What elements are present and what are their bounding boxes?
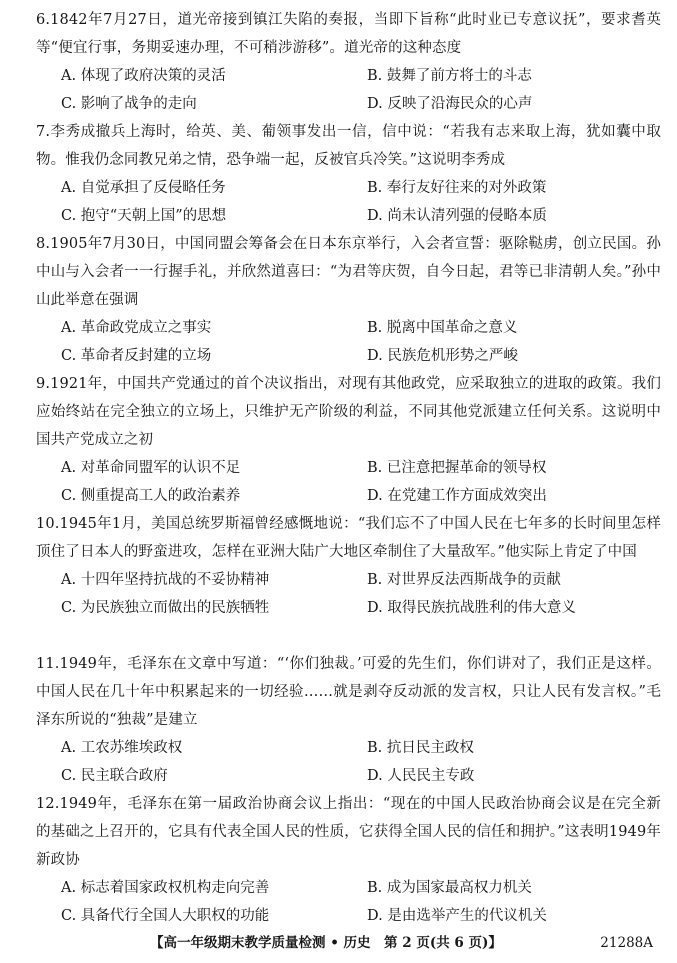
question-10 xyxy=(36,510,661,622)
question-stem: 11.1949年，毛泽东在文章中写道：“‘你们独裁。’可爱的先生们，你们讲对了，我们正是这样。中国人民在几十年中积累起来的一切经验……就是剥夺反动派的发言权，只让人民有发言权。”毛泽东所说的“独裁”是建立 xyxy=(36,656,661,728)
option-a: A. 自觉承担了反侵略任务 xyxy=(61,180,226,196)
option-a: A. 体现了政府决策的灵活 xyxy=(61,68,226,84)
option-b: B. 已注意把握革命的领导权 xyxy=(367,460,547,476)
option-c: C. 影响了战争的走向 xyxy=(61,96,197,112)
option-a: A. 革命政党成立之事实 xyxy=(61,320,212,336)
option-grid xyxy=(61,874,661,930)
option-b: B. 鼓舞了前方将士的斗志 xyxy=(367,68,532,84)
option-grid xyxy=(61,314,661,370)
option-c: C. 民主联合政府 xyxy=(61,768,168,784)
page-footer xyxy=(0,932,677,954)
option-d: D. 取得民族抗战胜利的伟大意义 xyxy=(367,600,576,616)
option-c: C. 侧重提高工人的政治素养 xyxy=(61,488,241,504)
option-b: B. 对世界反法西斯战争的贡献 xyxy=(367,572,561,588)
option-c: C. 革命者反封建的立场 xyxy=(61,348,212,364)
question-stem: 7.李秀成撤兵上海时，给英、美、葡领事发出一信，信中说：“若我有志来取上海，犹如囊中取物。惟我仍念同教兄弟之情，恐争端一起，反被官兵冷笑。”这说明李秀成 xyxy=(36,124,661,168)
question-stem: 9.1921年，中国共产党通过的首个决议指出，对现有其他政党，应采取独立的进取的政策。我们应始终站在完全独立的立场上，只维护无产阶级的利益，不同其他党派建立任何关系。这说明中国共产党成立之初 xyxy=(36,376,661,448)
option-grid xyxy=(61,566,661,622)
option-a: A. 对革命同盟军的认识不足 xyxy=(61,460,241,476)
option-d: D. 反映了沿海民众的心声 xyxy=(367,96,533,112)
question-8 xyxy=(36,230,661,370)
question-7 xyxy=(36,118,661,230)
option-grid xyxy=(61,734,661,790)
question-stem: 10.1945年1月，美国总统罗斯福曾经感慨地说：“我们忘不了中国人民在七年多的长时间里怎样顶住了日本人的野蛮进攻，怎样在亚洲大陆广大地区牵制住了大量敌军。”他实际上肯定了中国 xyxy=(36,516,661,560)
option-a: A. 工农苏维埃政权 xyxy=(61,740,183,756)
option-grid xyxy=(61,62,661,118)
option-a: A. 标志着国家政权机构走向完善 xyxy=(61,880,270,896)
footer-title: 【高一年级期末教学质量检测 • 历史 第 2 页(共 6 页)】 xyxy=(150,935,502,951)
option-b: B. 奉行友好往来的对外政策 xyxy=(367,180,547,196)
option-c: C. 具备代行全国人大职权的功能 xyxy=(61,908,270,924)
question-stem: 12.1949年，毛泽东在第一届政治协商会议上指出：“现在的中国人民政治协商会议是在完全新的基础之上召开的，它具有代表全国人民的性质，它获得全国人民的信任和拥护。”这表明1949年新政协 xyxy=(36,796,661,868)
question-stem: 8.1905年7月30日，中国同盟会筹备会在日本东京举行，入会者宣誓：驱除鞑虏，创立民国。孙中山与入会者一一行握手礼，并欣然道喜曰：“为君等庆贺，自今日起，君等已非清朝人矣。”孙中山此举意在强调 xyxy=(36,236,661,308)
question-stem: 6.1842年7月27日，道光帝接到镇江失陷的奏报，当即下旨称“此时业已专意议抚”，要求耆英等“便宜行事，务期妥速办理，不可稍涉游移”。道光帝的这种态度 xyxy=(36,12,661,56)
option-a: A. 十四年坚持抗战的不妥协精神 xyxy=(61,572,270,588)
question-12 xyxy=(36,790,661,930)
option-b: B. 抗日民主政权 xyxy=(367,740,474,756)
option-c: C. 抱守“天朝上国”的思想 xyxy=(61,208,227,224)
option-d: D. 尚未认清列强的侵略本质 xyxy=(367,208,547,224)
option-c: C. 为民族独立而做出的民族牺牲 xyxy=(61,600,270,616)
option-d: D. 民族危机形势之严峻 xyxy=(367,348,518,364)
option-grid xyxy=(61,174,661,230)
option-b: B. 成为国家最高权力机关 xyxy=(367,880,532,896)
option-d: D. 在党建工作方面成效突出 xyxy=(367,488,547,504)
paper-code: 21288A xyxy=(600,935,653,951)
option-d: D. 人民民主专政 xyxy=(367,768,475,784)
question-6 xyxy=(36,6,661,118)
question-11 xyxy=(36,650,661,790)
option-d: D. 是由选举产生的代议机关 xyxy=(367,908,547,924)
question-9 xyxy=(36,370,661,510)
option-grid xyxy=(61,454,661,510)
option-b: B. 脱离中国革命之意义 xyxy=(367,320,518,336)
